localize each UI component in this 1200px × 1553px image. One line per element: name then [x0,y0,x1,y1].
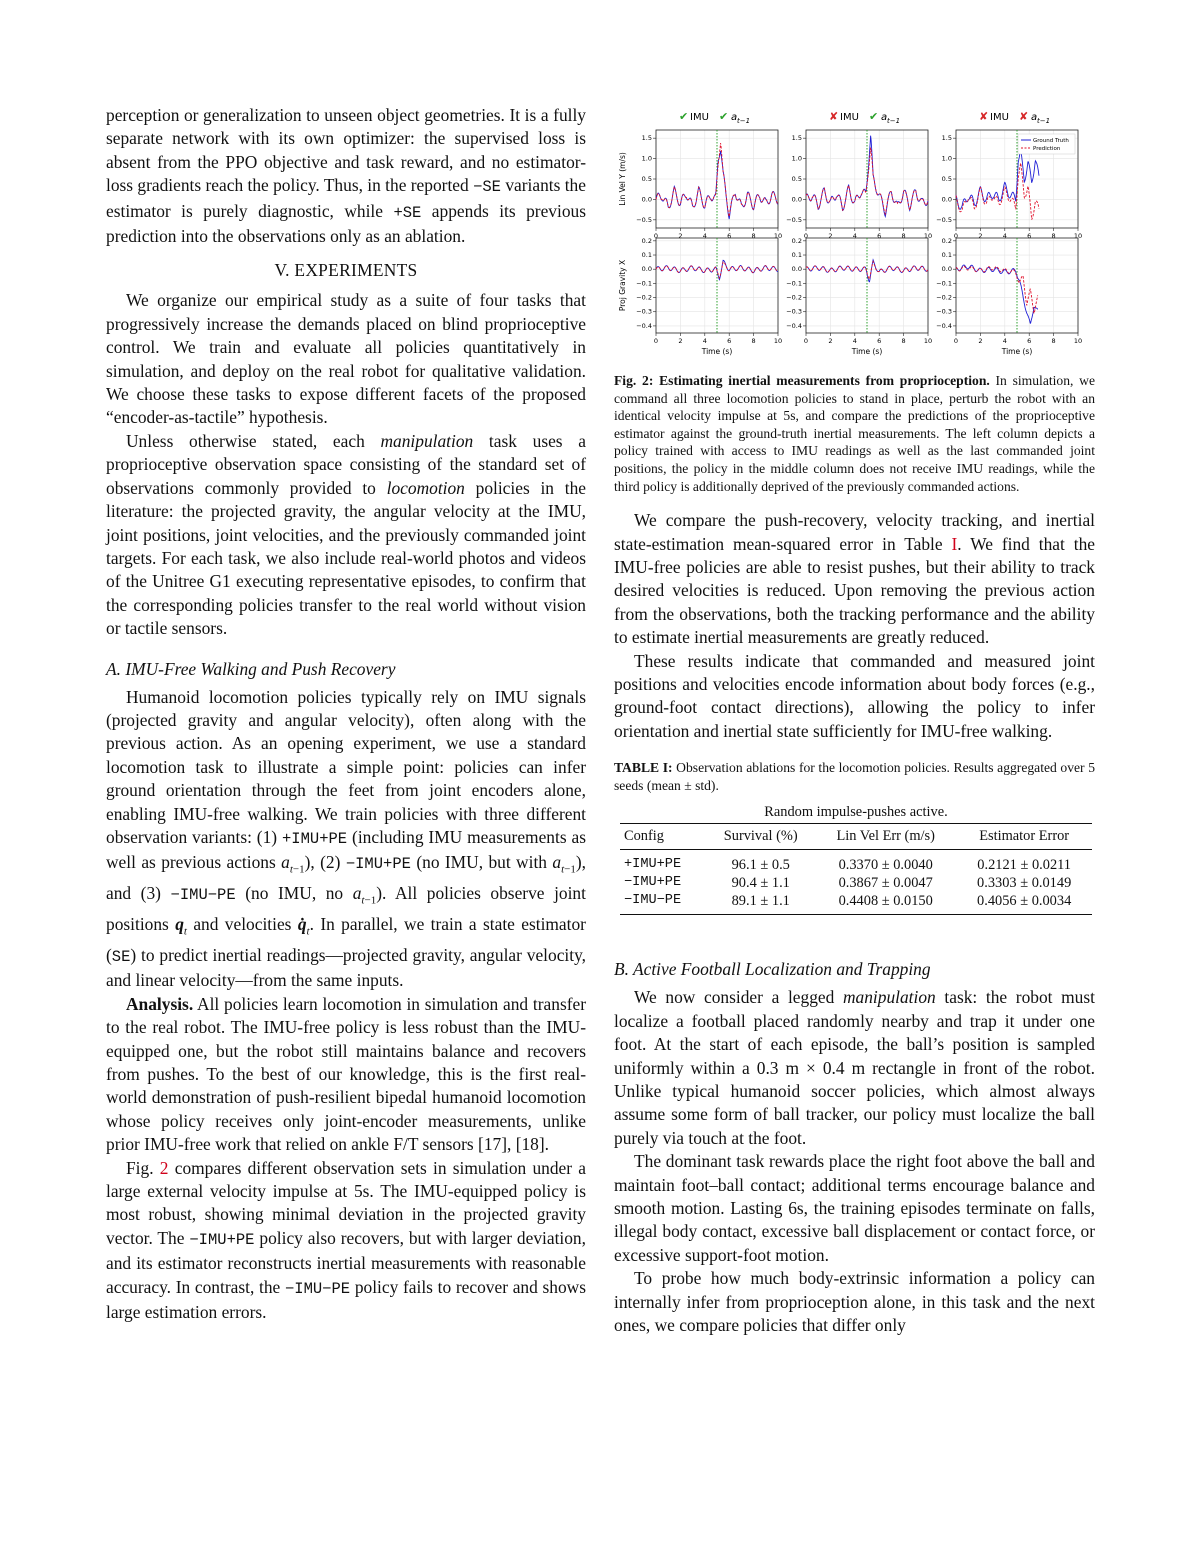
table-row [620,874,1092,892]
y-tick-label: 0.0 [941,265,952,274]
paragraph-fig2-discussion: Fig. 2 compares different observation sets in simulation under a large external velocity impulse at 5s. The IMU-equipped policy is most robust, showing minimal deviation in the projected gravity vector. The −IMU+PE policy also recovers, but with larger deviation, and its estimator reconstructs inertial measurements with reasonable accuracy. In contrast, the −IMU−PE policy fails to recover and shows large estimation errors. [106,1157,587,1323]
panel-title-action-subscript: t−1 [737,117,751,125]
series-prediction [806,262,928,279]
x-tick-label: 4 [702,232,707,240]
x-tick-label: 6 [1027,337,1032,345]
x-tick-label: 6 [727,337,732,345]
x-tick-label: 8 [901,232,906,240]
y-tick-label: 1.5 [641,134,652,143]
y-tick-label: 0.0 [641,265,652,274]
fig-ref-link[interactable]: 2 [159,1157,169,1178]
y-tick-label: 0.5 [791,175,802,183]
x-tick-label: 4 [702,337,707,345]
paragraph-results: These results indicate that commanded and measured joint positions and velocities encode information about body forces (e.g., ground-foot contact directions), allowing the policy to infer orientation and inertial state sufficiently for IMU-free walking. [614,650,1095,741]
paragraph-observation-space: Unless otherwise stated, each manipulation task uses a proprioceptive observation space consisting of the standard set of observations commonly provided to locomotion policies in the literature: the projected gravity, the angular velocity at the IMU, joint positions, joint velocities, and the previously commanded joint targets. For each task, we also include real-world photos and videos of the Unitree G1 executing representative episodes, to confirm that the corresponding policies transfer to the real world without vision or tactile sensors. [106,430,586,639]
x-tick-label: 8 [751,232,756,240]
panel-title-action-subscript: t−1 [887,117,901,125]
table-cell: 0.4056 ± 0.0034 [956,892,1092,915]
y-tick-label: 0.0 [941,195,952,204]
y-tick-label: 0.1 [641,251,652,260]
series-ground-truth [956,150,1039,209]
y-tick-label: −0.3 [786,307,802,316]
table-row [620,892,1092,915]
y-tick-label: 0.5 [941,175,952,183]
y-tick-label: 1.0 [791,154,802,163]
x-tick-label: 10 [773,337,783,345]
table-header-cell: Estimator Error [956,824,1092,850]
x-tick-label: 10 [923,337,933,345]
panel-title-imu-label: IMU [990,112,1009,123]
x-tick-label: 10 [1073,337,1083,345]
y-tick-label: −0.2 [936,293,952,302]
x-tick-label: 8 [1051,232,1056,240]
x-tick-label: 0 [953,232,959,240]
y-tick-label: 0.0 [791,195,802,204]
table-cell: 0.3370 ± 0.0040 [815,850,956,875]
y-tick-label: 0.2 [791,236,802,245]
table-cell: 89.1 ± 1.1 [706,892,815,915]
y-tick-label: 1.0 [941,154,952,163]
panel-title-imu-mark: ✘ [979,110,989,123]
section-title-experiments: V. EXPERIMENTS [274,260,418,281]
y-tick-label: 1.5 [941,134,952,143]
y-tick-label: −0.2 [636,293,652,302]
x-tick-label: 6 [877,232,882,240]
x-tick-label: 2 [978,337,983,345]
plot-frame [956,238,1078,333]
x-tick-label: 2 [828,232,833,240]
x-tick-label: 2 [978,232,983,240]
y-tick-label: 0.1 [941,251,952,260]
y-tick-label: −0.2 [786,293,802,302]
x-tick-label: 0 [653,232,659,240]
x-tick-label: 2 [678,232,683,240]
figure-2 [614,104,1095,366]
x-tick-label: 4 [1002,232,1007,240]
figure-2-caption: Fig. 2: Estimating inertial measurements from proprioception. In simulation, we command all three locomotion policies to stand in place, perturb the robot with an identical velocity impulse at 5s, and compare the predictions of the proprioceptive estimator against the ground-truth inertial measurements. The left column depicts a policy trained with access to IMU readings as well as the last commanded joint positions, the policy in the middle column does not receive IMU readings, while the third policy is additionally deprived of the previously commanded actions. [614,373,1095,494]
x-tick-label: 8 [901,337,906,345]
table-header-cell: Lin Vel Err (m/s) [815,824,956,850]
plot-frame [806,238,928,333]
results-table [620,804,1092,915]
table-ref-link[interactable]: I [951,533,958,554]
y-axis-label: Proj Gravity X [618,259,627,312]
series-prediction [656,262,778,278]
paragraph-analysis: Analysis. All policies learn locomotion in simulation and transfer to the real robot. The IMU-free policy is less robust than the IMU-equipped one, but the robot still maintains balance and recovers from pushes. To the best of our knowledge, this is the first real-world demonstration of push-resilient bipedal humanoid locomotion whose policy receives only joint-encoder measurements, unlike prior IMU-free work that relied on ankle F/T sensors [17], [18]. [106,993,587,1155]
table-cell: 96.1 ± 0.5 [706,850,815,875]
paragraph-rewards: The dominant task rewards place the right foot above the ball and maintain foot–ball contact; additional terms encourage balance and smooth motion. Lasting 6s, the training episodes terminate on falls, illegal body contact, excessive ball displacement or contact force, or excessive support-foot motion. [614,1151,1095,1265]
y-tick-label: −0.5 [636,215,652,224]
table-cell: −IMU+PE [624,875,682,891]
panel-title-action-mark: ✔ [719,110,729,123]
panel-title-action-label: a [1031,112,1038,123]
table-header-cell: Survival (%) [706,824,815,850]
series-prediction [956,266,1038,313]
y-tick-label: −0.4 [786,321,802,330]
y-tick-label: −0.4 [936,321,952,330]
y-tick-label: −0.3 [636,307,652,316]
x-tick-label: 6 [877,337,882,345]
x-tick-label: 6 [1027,232,1032,240]
subsection-title-b: B. Active Football Localization and Trapping [614,959,931,980]
y-axis-label: Lin Vel Y (m/s) [618,152,627,206]
panel-title-action-label: a [881,112,888,123]
paragraph-estimator: perception or generalization to unseen object geometries. It is a fully separate network with its own optimizer: the supervised loss is absent from the PPO objective and task reward, and no estimator-loss gradients reach the policy. Thus, in the reported −SE variants the estimator is purely diagnostic, while +SE appends its previous prediction into the observations only as an ablation. [106,105,586,247]
panel-title-imu-mark: ✔ [679,110,689,123]
x-tick-label: 4 [852,337,857,345]
y-tick-label: −0.1 [936,279,952,288]
x-tick-label: 10 [1073,232,1083,240]
y-tick-label: 1.0 [641,154,652,163]
x-tick-label: 4 [1002,337,1007,345]
legend-label-truth: Ground Truth [1033,138,1069,144]
table-cell: 90.4 ± 1.1 [731,875,790,892]
panel-title-action-label: a [731,112,738,123]
y-tick-label: 0.0 [791,265,802,274]
y-tick-label: −0.4 [636,321,652,330]
panel-title-action-mark: ✔ [869,110,879,123]
table-cell: 0.3867 ± 0.0047 [838,875,933,892]
subsection-title-a: A. IMU-Free Walking and Push Recovery [106,658,396,679]
x-tick-label: 4 [852,232,857,240]
table-header-row [620,824,1092,850]
table-cell: 0.3303 ± 0.0149 [977,875,1072,892]
y-tick-label: 0.0 [641,195,652,204]
y-tick-label: −0.1 [786,279,802,288]
y-tick-label: 0.1 [791,251,802,260]
x-tick-label: 2 [828,337,833,345]
y-tick-label: −0.5 [786,215,802,224]
x-tick-label: 0 [803,232,809,240]
left-column [106,104,586,1325]
x-tick-label: 8 [751,337,756,345]
right-column [614,104,1095,1338]
y-tick-label: 1.5 [791,134,802,143]
paragraph-imu-free: Humanoid locomotion policies typically rely on IMU signals (projected gravity and angular velocity), often along with the previous action. As an opening experiment, we use a standard locomotion task to illustrate a simple point: policies can infer ground orientation through the feet from joint encoders alone, enabling IMU-free walking. We train policies with three different observation variants: (1) +IMU+PE (including IMU measurements as well as previous actions $a_{t-1}$), (2) −IMU+PE (no IMU, but with $a_{t-1}$), and (3) −IMU−PE (no IMU, no $a_{t-1}$). All policies observe joint positions $q_t$ and velocities $q̇_t$. In parallel, we train a state estimator (SE) to predict inertial readings—projected gravity, angular velocity, and linear velocity—from the same inputs. [106,686,586,991]
table-row [620,850,1092,875]
x-tick-label: 0 [653,337,659,345]
x-tick-label: 2 [678,337,683,345]
table-1-caption: TABLE I: Observation ablations for the locomotion policies. Results aggregated over 5 seeds (mean ± std). [614,760,1096,793]
y-tick-label: 0.2 [941,236,952,245]
figure-2-plots [614,104,1095,366]
table-title: Random impulse-pushes active. [764,804,948,821]
x-tick-label: 10 [773,232,783,240]
table-cell: 0.2121 ± 0.0211 [956,850,1092,875]
panel-title-imu-label: IMU [840,112,859,123]
panel-title-imu-label: IMU [690,112,709,123]
x-tick-label: 6 [727,232,732,240]
y-tick-label: −0.1 [636,279,652,288]
x-tick-label: 8 [1051,337,1056,345]
panel-title-action-mark: ✘ [1019,110,1029,123]
x-tick-label: 0 [803,337,809,345]
table-cell: 0.4408 ± 0.0150 [815,892,956,915]
x-tick-label: 10 [923,232,933,240]
table-header-cell: Config [620,824,706,850]
y-tick-label: 0.5 [641,175,652,183]
paragraph-overview: We organize our empirical study as a suite of four tasks that progressively increase the demands placed on blind proprioceptive control. We train and evaluate all policies quantitatively in simulation, and deploy on the real robot for qualitative validation. We choose these tasks to expose different facets of the proposed “encoder-as-tactile” hypothesis. [106,290,586,428]
table-cell: +IMU+PE [620,850,706,875]
plot-frame [656,238,778,333]
paragraph-table-comparison: We compare the push-recovery, velocity tracking, and inertial state-estimation mean-squared error in Table I. We find that the IMU-free policies are able to resist pushes, but their ability to track desired velocities is reduced. Upon removing the previous action from the observations, both the tracking performance and the ability to estimate inertial measurements are greatly reduced. [614,510,1095,648]
paragraph-football: We now consider a legged manipulation task: the robot must localize a football placed randomly nearby and trap it under one foot. At the start of each episode, the ball’s position is sampled uniformly within a 0.3 m × 0.4 m rectangle in front of the robot. Unlike typical humanoid soccer policies, which almost always assume some form of ball tracker, our policy must localize the ball purely via touch at the foot. [614,987,1095,1148]
panel-title-imu-mark: ✘ [829,110,839,123]
x-axis-label: Time (s) [701,347,733,356]
y-tick-label: −0.3 [936,307,952,316]
x-axis-label: Time (s) [1001,347,1033,356]
y-tick-label: 0.2 [641,236,652,245]
legend-label-prediction: Prediction [1033,146,1061,152]
paragraph-probe: To probe how much body-extrinsic information a policy can internally infer from proprioception alone, in this task and the next ones, we compare policies that differ only [614,1268,1095,1336]
table-cell: −IMU−PE [620,892,706,915]
y-tick-label: −0.5 [936,215,952,224]
x-tick-label: 0 [953,337,959,345]
x-axis-label: Time (s) [851,347,883,356]
panel-title-action-subscript: t−1 [1037,117,1051,125]
